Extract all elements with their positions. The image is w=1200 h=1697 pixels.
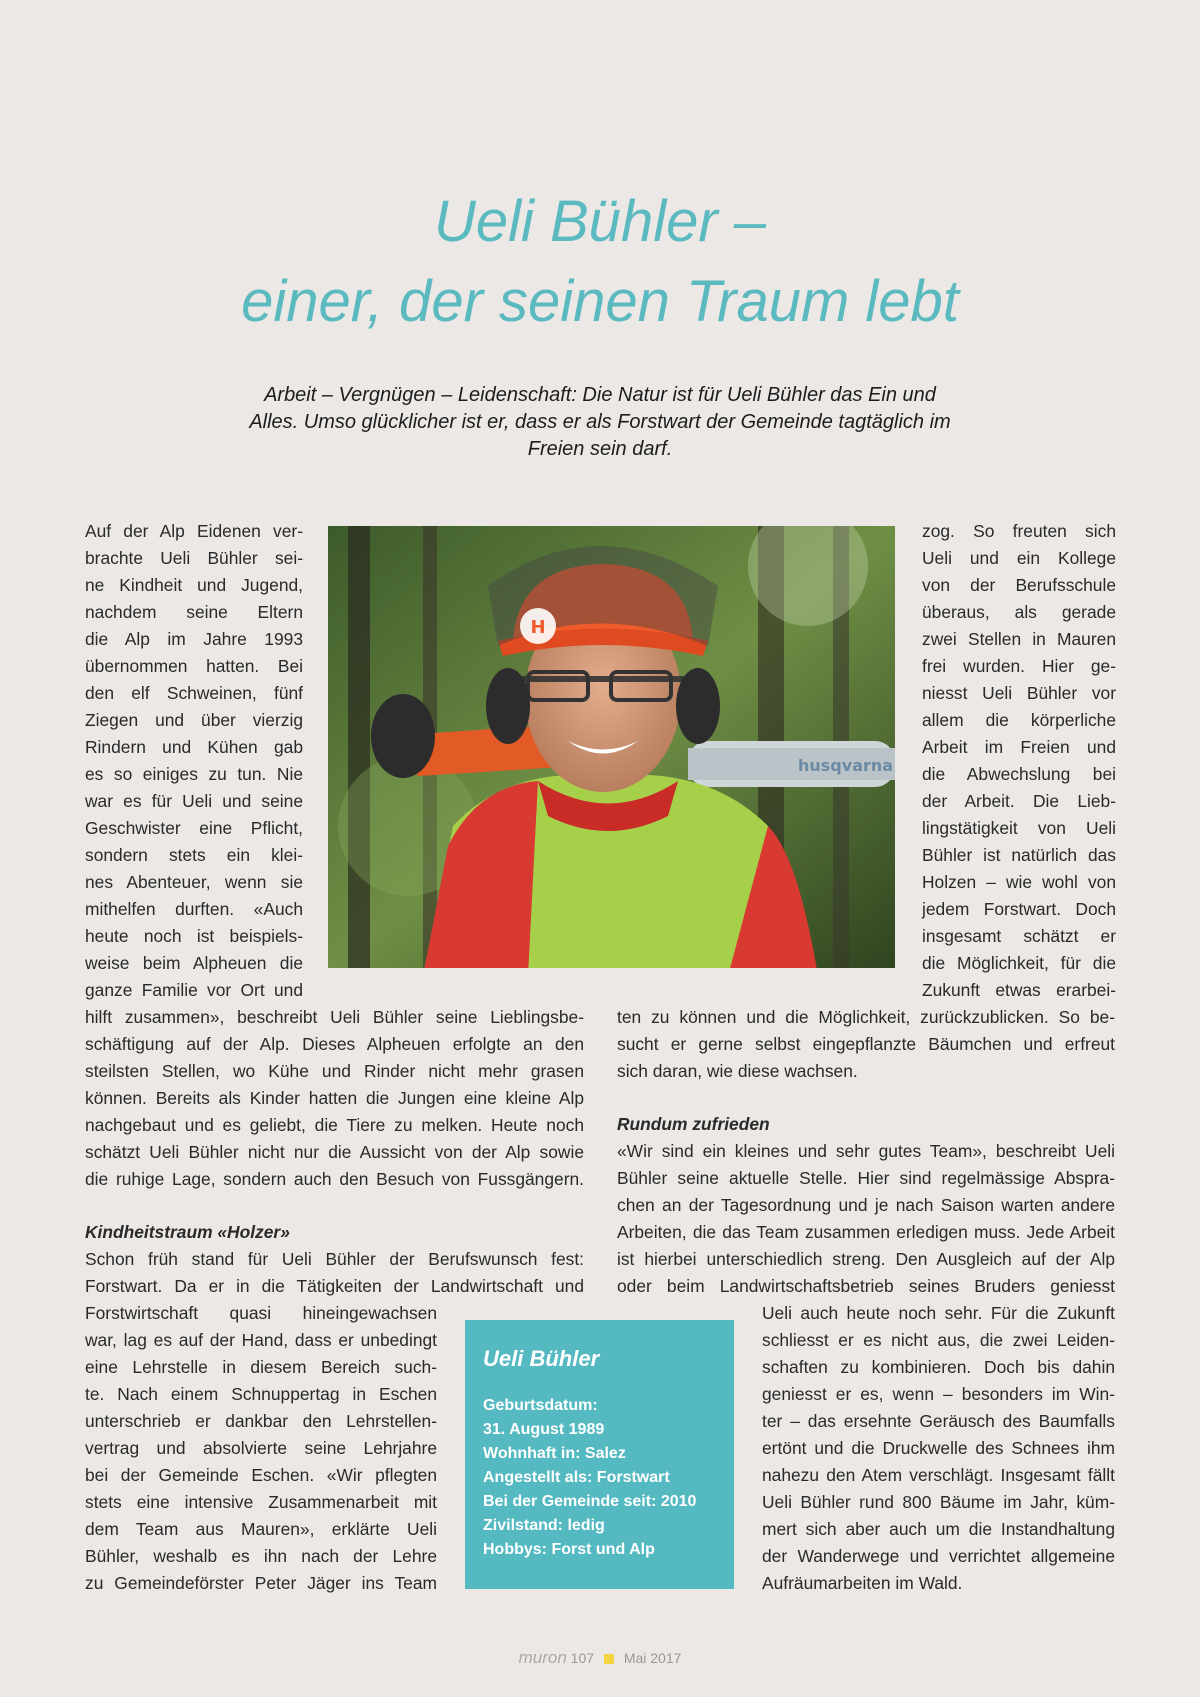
text-line: lingstätigkeit von Ueli [922,818,1116,838]
text-line: Holzen – wie wohl von [922,872,1116,892]
text-line: Bühler seine aktuelle Stelle. Hier sind regelmässige Abspra- [617,1168,1115,1188]
text-line: schliesst er es nicht aus, die zwei Leiden- [762,1330,1115,1350]
text-line: Bühler ist natürlich das [922,845,1116,865]
text-line: Forstwirtschaft quasi hineingewachsen [85,1303,437,1323]
text-line: Arbeiten, die das Team zusammen erledigen muss. Jede Arbeit [617,1222,1115,1242]
text-line: Ziegen und über vierzig [85,710,303,730]
text-line: zwei Stellen in Mauren [922,629,1116,649]
info-line-birthdate: 31. August 1989 [483,1421,605,1438]
right-narrow-column [922,518,1116,1004]
text-line: zog. So freuten sich [922,521,1116,541]
text-line: zu Gemeindeförster Peter Jäger ins Team [85,1573,437,1593]
text-line: der Wanderwege und verrichtet allgemeine [762,1546,1115,1566]
portrait-photo [328,526,895,968]
text-line: jedem Forstwart. Doch [922,899,1116,919]
text-line: ten zu können und die Möglichkeit, zurückzublicken. So be- [617,1007,1115,1027]
left-narrow-column [85,518,303,1004]
info-line-since: Bei der Gemeinde seit: 2010 [483,1493,697,1510]
text-line: mithelfen durften. «Auch [85,899,303,919]
left-bottom-column [85,1300,437,1597]
text-line: chen an der Tagesordnung und je nach Saison warten andere [617,1195,1115,1215]
text-line: nes Abenteuer, wenn sie [85,872,303,892]
text-line: ganze Familie vor Ort und [85,980,303,1000]
text-line: die ruhige Lage, sondern auch den Besuch von Fussgängern. [85,1169,584,1189]
text-line: insgesamt schätzt er [922,926,1116,946]
text-line: Zukunft etwas erarbei- [922,980,1116,1000]
footer-date: Mai 2017 [623,1650,682,1666]
text-line: übernommen hatten. Bei [85,656,303,676]
lead-paragraph: Arbeit – Vergnügen – Leidenschaft: Die Natur ist für Ueli Bühler das Ein und Alles. Umso glücklicher ist er, dass er als Forstwart der Gemeinde tagtäglich im Freien sein darf. [249,384,951,460]
text-line: schäftigung auf der Alp. Dieses Alpheuen erfolgte an den [85,1034,584,1054]
heading-kindheitstraum: Kindheitstraum «Holzer» [85,1222,290,1242]
text-line: Aufräumarbeiten im Wald. [762,1573,963,1593]
text-line: Arbeit im Freien und [922,737,1116,757]
info-box-title: Ueli Bühler [483,1346,600,1371]
text-line: unterschrieb er dankbar den Lehrstellen- [85,1411,437,1431]
text-line: die Abwechslung bei [922,764,1116,784]
page-footer [0,1648,1200,1668]
text-line: sondern stets ein klei- [85,845,303,865]
text-line: stets eine intensive Zusammenarbeit mit [85,1492,437,1512]
text-line: nachgebaut und es geliebt, die Tiere zu melken. Heute noch [85,1115,584,1135]
info-line-birthdate-label: Geburtsdatum: [483,1397,598,1414]
text-line: weise beim Alpheuen die [85,953,303,973]
text-line: Bühler, weshalb es ihn nach der Lehre [85,1546,437,1566]
text-line: können. Bereits als Kinder hatten die Jungen eine kleine Alp [85,1088,584,1108]
right-bottom-column [762,1300,1115,1597]
right-wide-column-1 [617,1004,1115,1085]
info-line-job: Angestellt als: Forstwart [483,1469,670,1486]
text-line: oder beim Landwirtschaftsbetrieb seines Bruders geniesst [617,1276,1115,1296]
text-line: war es für Ueli und seine [85,791,303,811]
text-line: brachte Ueli Bühler sei- [85,548,303,568]
text-line: überaus, als gerade [922,602,1116,622]
left-wide-column-1 [85,1004,584,1193]
text-line: steilsten Stellen, wo Kühe und Rinder nicht mehr grasen [85,1061,584,1081]
info-line-status: Zivilstand: ledig [483,1517,605,1534]
text-line: Forstwart. Da er in die Tätigkeiten der Landwirtschaft und [85,1276,584,1296]
text-line: vertrag und absolvierte seine Lehrjahre [85,1438,437,1458]
saw-brand-text: husqvarna [798,756,894,775]
helmet-logo: H [530,617,546,638]
text-line: war, lag es auf der Hand, dass er unbedingt [85,1330,437,1350]
text-line: frei wurden. Hier ge- [922,656,1116,676]
text-line: ne Kindheit und Jugend, [85,575,303,595]
text-line: Schon früh stand für Ueli Bühler der Berufswunsch fest: [85,1249,584,1269]
text-line: hilft zusammen», beschreibt Ueli Bühler seine Lieblingsbe- [85,1007,584,1027]
text-line: allem die körperliche [922,710,1116,730]
text-line: von der Berufsschule [922,575,1116,595]
text-line: nachdem seine Eltern [85,602,303,622]
text-line: die Alp im Jahre 1993 [85,629,303,649]
text-line: eine Lehrstelle in diesem Bereich such- [85,1357,437,1377]
text-line: der Arbeit. Die Lieb- [922,791,1116,811]
text-line: Geschwister eine Pflicht, [85,818,303,838]
text-line: die Möglichkeit, für die [922,953,1116,973]
text-line: «Wir sind ein kleines und sehr gutes Team», beschreibt Ueli [617,1141,1115,1161]
text-line: te. Nach einem Schnuppertag in Eschen [85,1384,437,1404]
info-line-hobbies: Hobbys: Forst und Alp [483,1541,655,1558]
text-line: ist hierbei unterschiedlich streng. Den Ausgleich auf der Alp [617,1249,1115,1269]
text-line: bei der Gemeinde Eschen. «Wir pflegten [85,1465,437,1485]
heading-rundum-zufrieden: Rundum zufrieden [617,1114,770,1134]
right-wide-column-2 [617,1138,1115,1300]
text-line: geniesst er es, wenn – besonders im Win- [762,1384,1115,1404]
info-line-residence: Wohnhaft in: Salez [483,1445,626,1462]
text-line: nahezu den Atem verschlägt. Insgesamt fällt [762,1465,1115,1485]
text-line: Auf der Alp Eidenen ver- [85,521,303,541]
title-line-2: einer, der seinen Traum lebt [241,269,959,334]
footer-square-icon [604,1654,614,1664]
text-line: Ueli Bühler rund 800 Bäume im Jahr, küm- [762,1492,1115,1512]
text-line: mert sich aber auch um die Instandhaltung [762,1519,1115,1539]
info-box [465,1320,734,1589]
text-line: schaften zu kombinieren. Doch bis dahin [762,1357,1115,1377]
footer-issue: 107 [570,1650,595,1666]
text-line: es so einiges zu tun. Nie [85,764,303,784]
text-line: sucht er gerne selbst eingepflanzte Bäumchen und erfreut [617,1034,1115,1054]
text-line: dem Team aus Mauren», erklärte Ueli [85,1519,437,1539]
text-line: ertönt und die Druckwelle des Schnees ihm [762,1438,1115,1458]
text-line: niesst Ueli Bühler vor [922,683,1116,703]
text-line: Ueli auch heute noch sehr. Für die Zukunft [762,1303,1115,1323]
text-line: den elf Schweinen, fünf [85,683,303,703]
text-line: sich daran, wie diese wachsen. [617,1061,858,1081]
text-line: Ueli und ein Kollege [922,548,1116,568]
text-line: Rindern und Kühen gab [85,737,303,757]
text-line: schätzt Ueli Bühler nicht nur die Aussicht von der Alp sowie [85,1142,584,1162]
footer-brand: muron [518,1648,567,1667]
text-line: ter – das ersehnte Geräusch des Baumfalls [762,1411,1115,1431]
title-line-1: Ueli Bühler – [433,189,767,254]
text-line: heute noch ist beispiels- [85,926,303,946]
left-wide-column-2 [85,1246,584,1300]
